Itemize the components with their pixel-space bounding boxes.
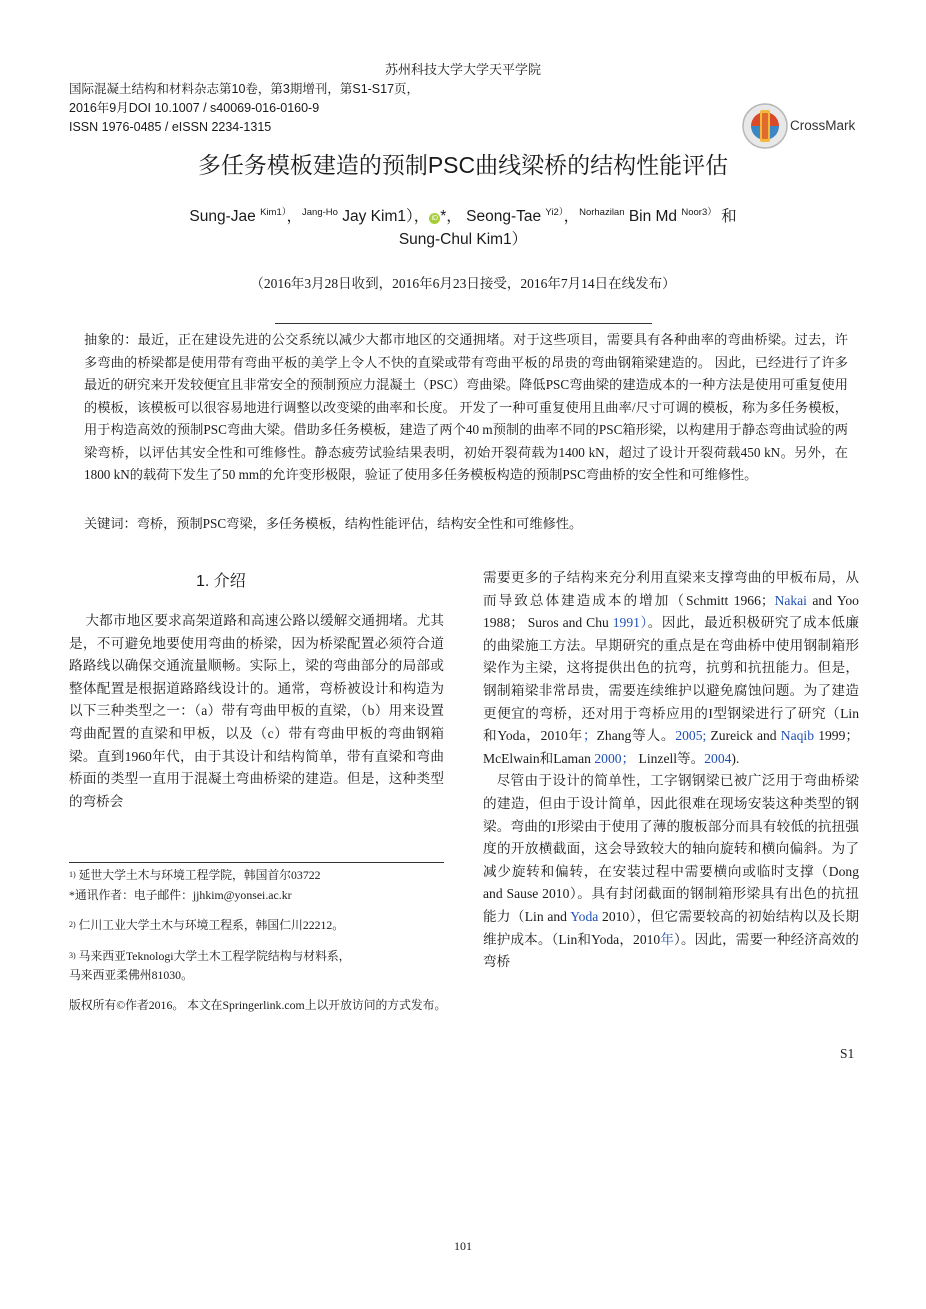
text-run: Zhang等人。 xyxy=(596,728,676,744)
footnote-text: 仁川工业大学土木与环境工程系，韩国仁川22212。 xyxy=(78,918,345,932)
citation-link[interactable]: Naqib xyxy=(780,728,815,744)
footnote xyxy=(69,915,449,936)
author-affiliation-mark: Kim1） xyxy=(260,207,287,218)
author-conjunction: 和 xyxy=(721,208,737,225)
text-run: ）。因此，需要一种经济高效的弯桥 xyxy=(483,931,860,970)
journal-meta xyxy=(69,80,419,137)
footnote-divider xyxy=(69,862,444,863)
author-list xyxy=(80,201,846,251)
abstract: 抽象的：最近，正在建设先进的公交系统以减少大都市地区的交通拥堵。对于这些项目，需要具有各种曲率的弯曲桥梁。过去，许多弯曲的桥梁都是使用带有弯曲平板的美学上令人不快的直梁或带有弯曲平板的昂贵的弯曲钢箱梁建造的。 因此，已经进行了许多最近的研究来开发较便宜且非常安全的预制预应力混凝土（PSC）弯曲梁。降低PSC弯曲梁的建造成本的一种方法是使用可重复使用的模板，该模板可以很容易地进行调整以改变梁的曲率和长度。 开发了一种可重复使用且曲率/尺寸可调的模板，称为多任务模板，用于构造高效的预制PSC弯曲大梁。借助多任务模板，建造了两个40 m预制的曲率不同的PSC箱形梁，以构建用于静态弯曲试验的两梁弯桥，以评估其安全性和可维修性。静态疲劳试验结果表明，初始开裂荷载为1400 kN，超过了设计开裂荷载450 kN。另外，在1800 kN的载荷下发生了50 mm的允许变形极限，验证了使用多任务模板构造的预制PSC弯曲桥的安全性和可维修性。 xyxy=(84,332,848,482)
journal-line: 国际混凝土结构和材料杂志第10卷，第3期增刊，第S1-S17页， xyxy=(69,82,420,96)
text-run: 。因此，最近积极研究了成本低廉的曲梁施工方法。早期研究的重点是在弯曲桥中使用钢制箱形梁作为主梁，这将提供出色的抗弯，抗剪和抗扭能力。但是，钢制箱梁非常昂贵，需要连续维护以避免腐蚀问题。为了建造更便宜的弯桥，还对用于弯桥应用的I型钢梁进行了研究（Lin和Yoda，2010年 xyxy=(483,615,859,744)
crossmark-label[interactable]: CrossMark xyxy=(790,118,856,133)
citation-link[interactable]: 年 xyxy=(660,931,675,947)
text-run: 尽管由于设计的简单性，工字钢钢梁已被广泛用于弯曲桥梁的建造，但由于设计简单，因此很难在现场安装这种类型的钢梁。弯曲的I形梁由于使用了薄的腹板部分而具有较低的抗扭强度的开放横截面，这会导致较大的轴向旋转和横向偏斜。为了减少旋转和偏转，在安装过程中需要横向或临时支撑（Dong and Sause 2010）。具有封闭截面的钢制箱形梁具有出色的抗扭能力（Lin and xyxy=(483,773,859,924)
text-run: Zureick and xyxy=(706,728,781,744)
text-run: 1999；McElwain和Laman xyxy=(483,728,859,766)
issn-line: ISSN 1976-0485 / eISSN 2234-1315 xyxy=(69,120,272,134)
author-name: Sung-Chul Kim1） xyxy=(398,231,528,248)
citation-link[interactable]: Nakai xyxy=(774,592,807,608)
citation-link[interactable]: 2004 xyxy=(704,750,732,766)
section-heading: 1. 介绍 xyxy=(196,573,246,590)
author-separator: ， xyxy=(413,208,430,225)
author-affiliation-mark: Noor3） xyxy=(681,207,717,218)
publication-dates: （2016年3月28日收到，2016年6月23日接受，2016年7月14日在线发布） xyxy=(250,276,676,291)
footnote xyxy=(69,946,449,967)
citation-link[interactable]: 1991） xyxy=(612,615,648,631)
footnote-mark: 3) xyxy=(69,950,76,960)
citation-link[interactable]: Yoda xyxy=(570,908,599,924)
institution-header: 苏州科技大学大学天平学院 xyxy=(384,62,541,77)
footnote-mark: 2) xyxy=(69,920,76,929)
citation-link[interactable]: 2000； xyxy=(594,750,636,766)
paper-title: 多任务模板建造的预制PSC曲线梁桥的结构性能评估 xyxy=(197,152,729,178)
author-affiliation-mark: Yi2） xyxy=(545,207,564,218)
left-column xyxy=(69,610,444,813)
author-name: Sung-Jae xyxy=(189,208,256,225)
copyright-notice: 版权所有©作者2016。 本文在Springerlink.com上以开放访问的方式发布。 xyxy=(69,997,447,1012)
author-name: Seong-Tae xyxy=(466,208,542,225)
footnote: *通讯作者：电子邮件：jjhkim@yonsei.ac.kr xyxy=(69,887,292,902)
footnote xyxy=(69,865,449,886)
text-run: Linzell等。 xyxy=(635,750,705,766)
footnote-text: 延世大学土木与环境工程学院，韩国首尔03722 xyxy=(78,868,321,882)
text-run: 需要更多的子结构来充分利用直梁来支撑弯曲的甲板布局，从而导致总体建造成本的增加（Schmitt 1966； xyxy=(483,570,859,608)
author-separator: ， xyxy=(286,208,303,225)
page-id: S1 xyxy=(840,1046,855,1061)
doi-line[interactable]: 2016年9月DOI 10.1007 / s40069-016-0160-9 xyxy=(69,101,320,115)
orcid-icon[interactable]: iD xyxy=(429,213,440,224)
footnote-mark: 1) xyxy=(69,870,76,879)
footnotes xyxy=(69,865,449,1015)
author-name: Bin Md xyxy=(628,208,678,225)
author-separator: ， xyxy=(563,208,580,225)
text-run: and Yoo 1988； Suros and Chu xyxy=(483,592,859,631)
corresponding-mark: *， xyxy=(440,208,462,225)
abstract-divider xyxy=(275,323,652,324)
body-paragraph: 大都市地区要求高架道路和高速公路以缓解交通拥堵。尤其是，不可避免地要使用弯曲的桥梁，因为桥梁配置必须符合道路路线以确保交通流量顺畅。实际上，梁的弯曲部分的局部或整体配置是根据道路路线设计的。通常，弯桥被设计和构造为以下三种类型之一：（a）带有弯曲甲板的直梁，（b）用来设置弯曲配置的直梁和甲板，以及（c）带有弯曲甲板的弯曲钢箱梁。直到1960年代，由于其设计和结构简单，带有直梁和弯曲桥面的类型一直用于混凝土弯曲桥梁的建造。但是，这种类型的弯桥会 xyxy=(69,613,444,809)
citation-link[interactable]: ； xyxy=(583,728,597,744)
body-paragraph xyxy=(483,567,859,770)
text-run: 2010），但它需要较高的初始结构以及长期维护成本。（Lin和Yoda，2010 xyxy=(483,908,859,947)
author-name: Jay Kim1） xyxy=(342,208,414,225)
text-run: ). xyxy=(731,750,740,766)
footnote: 马来西亚柔佛州81030。 xyxy=(69,968,193,982)
author-first-name: Norhazilan xyxy=(579,207,625,218)
page-number: 101 xyxy=(454,1239,472,1253)
right-column xyxy=(483,567,859,974)
body-paragraph xyxy=(483,770,859,973)
author-first-name: Jang-Ho xyxy=(302,207,338,218)
keywords: 关键词：弯桥，预制PSC弯梁，多任务模板，结构性能评估，结构安全性和可维修性。 xyxy=(84,516,583,531)
footnote-text: 马来西亚Teknologi大学土木工程学院结构与材料系， xyxy=(78,948,351,963)
citation-link[interactable]: 2005; xyxy=(675,728,707,744)
